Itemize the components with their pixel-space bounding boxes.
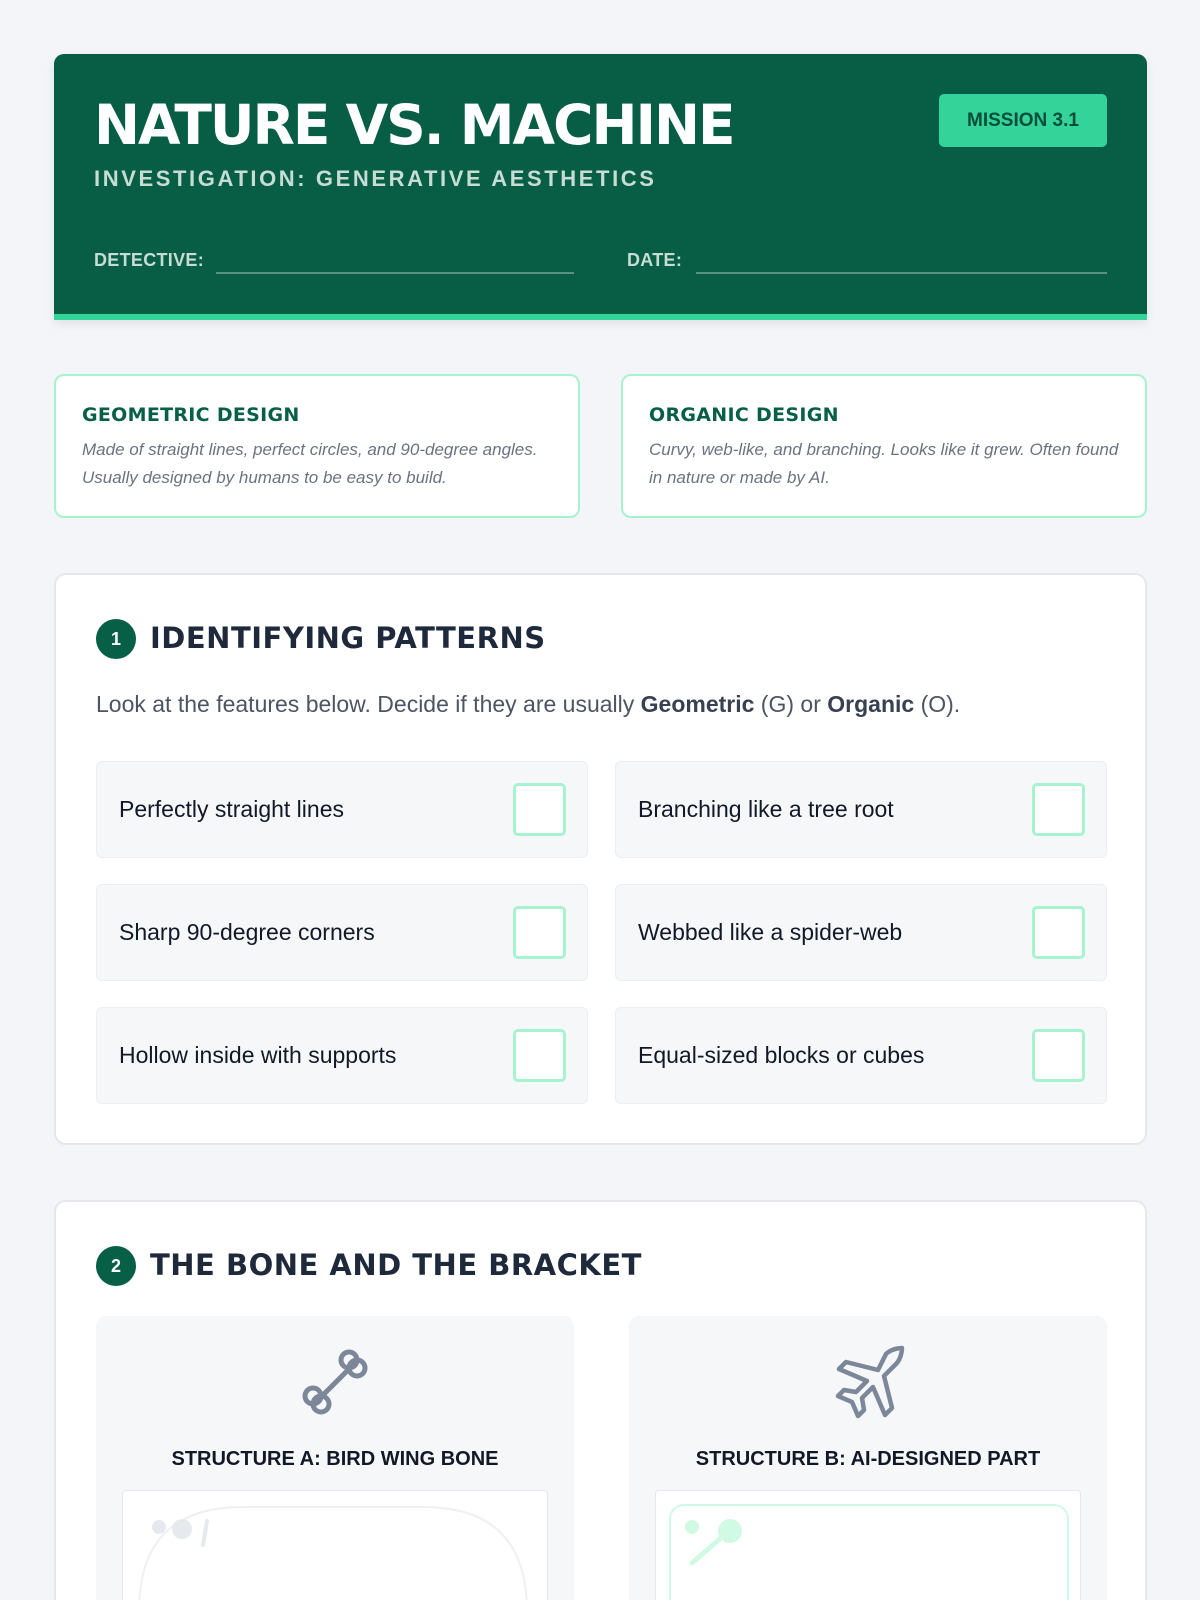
- section-identifying-patterns: [54, 573, 1147, 1145]
- answer-box[interactable]: [513, 783, 566, 836]
- date-field[interactable]: [696, 272, 1107, 274]
- feature-label: Equal-sized blocks or cubes: [638, 1042, 925, 1068]
- section-title: IDENTIFYING PATTERNS: [150, 621, 546, 655]
- detective-field[interactable]: [216, 272, 574, 274]
- section-instructions: Look at the features below. Decide if they are usually Geometric (G) or Organic (O).: [96, 691, 961, 717]
- detective-label: DETECTIVE:: [94, 250, 205, 270]
- definition-title: ORGANIC DESIGN: [649, 404, 839, 426]
- bone-icon: [293, 1340, 377, 1424]
- feature-label: Hollow inside with supports: [119, 1042, 397, 1068]
- definition-text: Curvy, web-like, and branching. Looks like it grew. Often found in nature or made by AI.: [649, 440, 1119, 487]
- section-bone-and-bracket: [54, 1200, 1147, 1600]
- answer-box[interactable]: [513, 1029, 566, 1082]
- feature-row: [615, 761, 1107, 858]
- feature-label: Perfectly straight lines: [119, 796, 344, 822]
- answer-box[interactable]: [1032, 1029, 1085, 1082]
- section-number-badge: 2: [96, 1246, 136, 1286]
- date-label: DATE:: [627, 250, 683, 270]
- feature-row: [615, 1007, 1107, 1104]
- feature-row: [96, 761, 588, 858]
- organic-term: Organic: [827, 691, 915, 717]
- structure-a-panel: [96, 1316, 574, 1600]
- structure-b-panel: [629, 1316, 1107, 1600]
- page-subtitle: INVESTIGATION: GENERATIVE AESTHETICS: [94, 166, 657, 191]
- structure-b-image-frame: [655, 1490, 1081, 1600]
- ai-part-diagram: [656, 1491, 1081, 1600]
- worksheet-header: [54, 54, 1147, 320]
- page-title: NATURE VS. MACHINE: [94, 93, 734, 157]
- answer-box[interactable]: [513, 906, 566, 959]
- feature-label: Branching like a tree root: [638, 796, 894, 822]
- definition-title: GEOMETRIC DESIGN: [82, 404, 300, 426]
- geometric-definition-card: [54, 374, 580, 518]
- mission-badge: MISSION 3.1: [939, 94, 1107, 147]
- answer-box[interactable]: [1032, 783, 1085, 836]
- airplane-icon: [826, 1340, 910, 1424]
- structure-label: STRUCTURE A: BIRD WING BONE: [171, 1448, 499, 1470]
- feature-row: [96, 1007, 588, 1104]
- feature-label: Sharp 90-degree corners: [119, 919, 375, 945]
- definition-text: Made of straight lines, perfect circles, and 90-degree angles. Usually designed by humans to be easy to build.: [82, 440, 538, 487]
- geometric-term: Geometric: [640, 691, 755, 717]
- feature-row: [96, 884, 588, 981]
- structure-label: STRUCTURE B: AI-DESIGNED PART: [695, 1448, 1041, 1470]
- bone-structure-diagram: [123, 1491, 548, 1600]
- feature-row: [615, 884, 1107, 981]
- organic-definition-card: [621, 374, 1147, 518]
- structure-a-image-frame: [122, 1490, 548, 1600]
- section-number-badge: 1: [96, 619, 136, 659]
- section-title: THE BONE AND THE BRACKET: [150, 1248, 642, 1282]
- feature-label: Webbed like a spider-web: [638, 919, 903, 945]
- answer-box[interactable]: [1032, 906, 1085, 959]
